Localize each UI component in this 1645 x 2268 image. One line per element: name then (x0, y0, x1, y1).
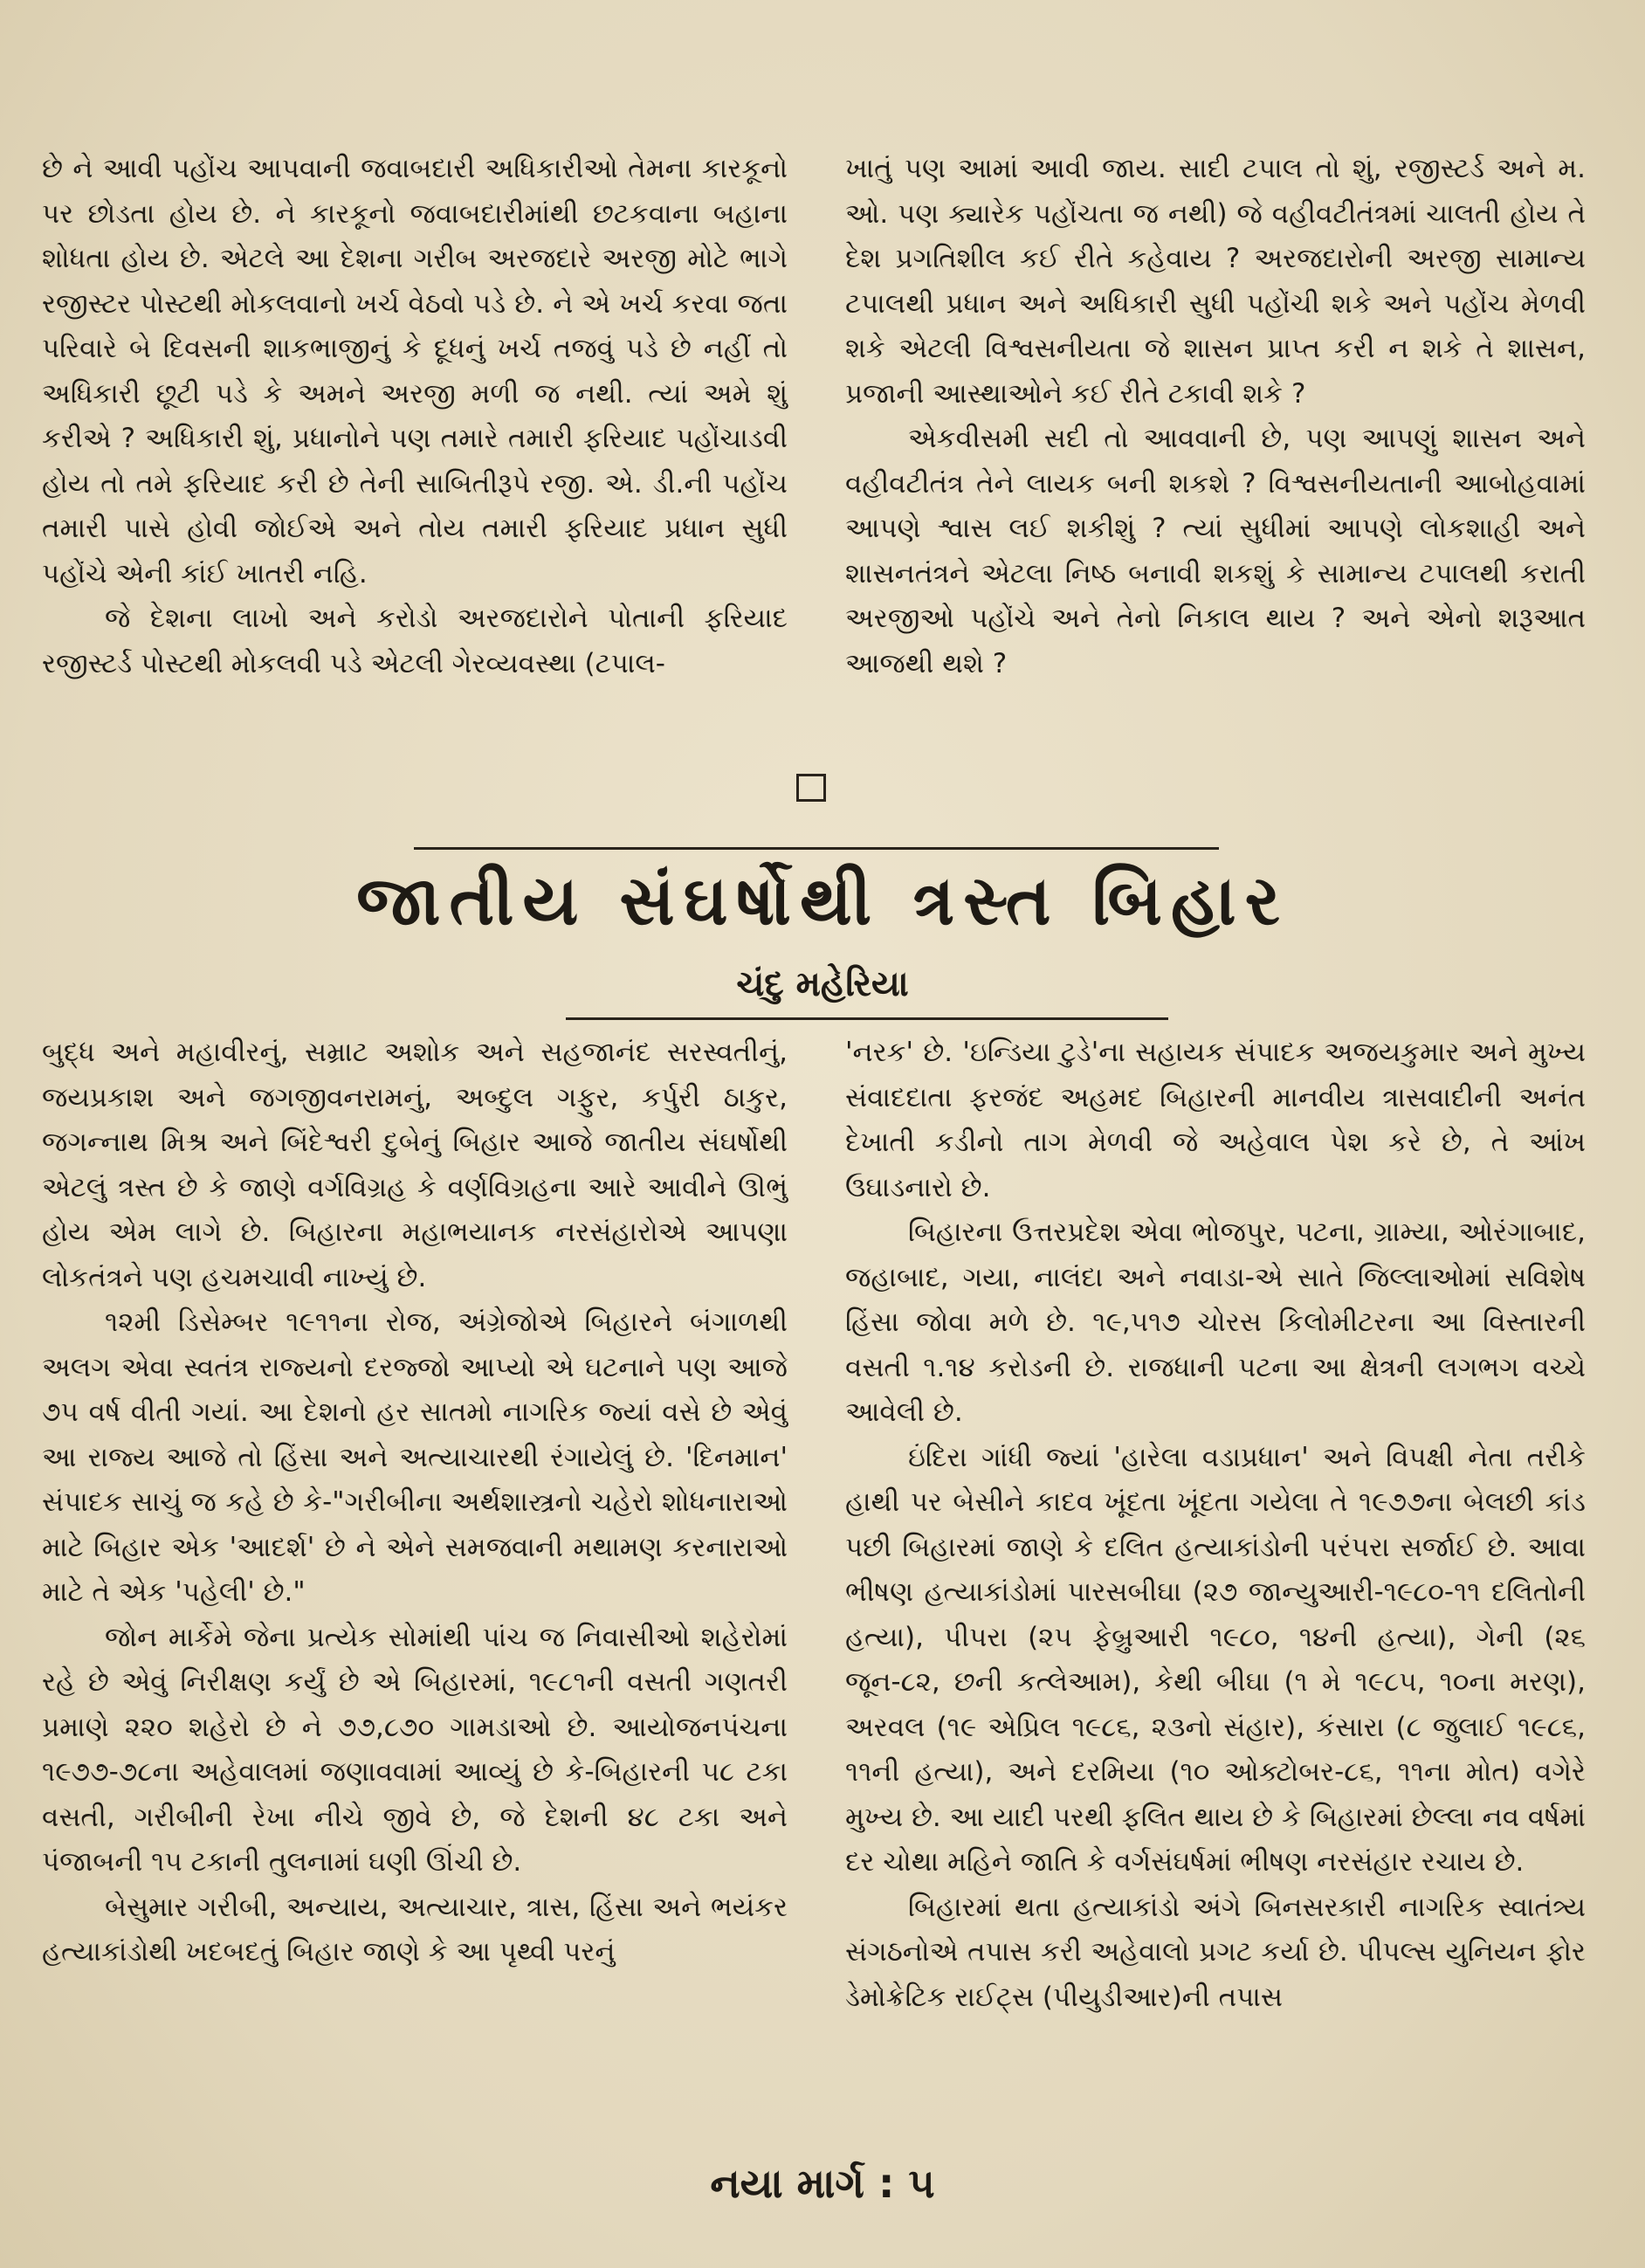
article-author: ચંદુ મહેરિયા (736, 964, 909, 1004)
page-footer: નયા માર્ગ : ૫ (710, 2160, 935, 2207)
paragraph: 'નરક' છે. 'ઇન્ડિયા ટુડે'ના સહાયક સંપાદક અજયકુમાર અને મુખ્ય સંવાદદાતા ફરજંદ અહમદ બિહારની માનવીય ત્રાસવાદીની અનંત દેખાતી કડીનો તાગ મેળવી જે અહેવાલ પેશ કરે છે, તે આંખ ઉઘાડનારો છે. (845, 1037, 1586, 1203)
top-right-column (845, 147, 1586, 686)
top-left-column (42, 147, 788, 686)
paragraph: જે દેશના લાખો અને કરોડો અરજદારોને પોતાની ફરિયાદ રજીસ્ટર્ડ પોસ્ટથી મોકલવી પડે એટલી ગેરવ્યવસ્થા (ટપાલ- (42, 603, 788, 679)
paragraph: જોન માર્કેમે જેના પ્રત્યેક સોમાંથી પાંચ જ નિવાસીઓ શહેરોમાં રહે છે એવું નિરીક્ષણ કર્યું છે એ બિહારમાં, ૧૯૮૧ની વસતી ગણતરી પ્રમાણે ૨૨૦ શહેરો છે ને ૭૭,૮૭૦ ગામડાઓ છે. આયોજનપંચના ૧૯૭૭-૭૮ના અહેવાલમાં જણાવવામાં આવ્યું છે કે-બિહારની ૫૮ ટકા વસતી, ગરીબીની રેખા નીચે જીવે છે, જે દેશની ૪૮ ટકા અને પંજાબની ૧૫ ટકાની તુલનામાં ઘણી ઊંચી છે. (42, 1621, 788, 1878)
paragraph: ઇંદિરા ગાંધી જ્યાં 'હારેલા વડાપ્રધાન' અને વિપક્ષી નેતા તરીકે હાથી પર બેસીને કાદવ ખૂંદતા ખૂંદતા ગયેલા તે ૧૯૭૭ના બેલછી કાંડ પછી બિહારમાં જાણે કે દલિત હત્યાકાંડોની પરંપરા સર્જાઈ છે. આવા ભીષણ હત્યાકાંડોમાં પારસબીઘા (૨૭ જાન્યુઆરી-૧૯૮૦-૧૧ દલિતોની હત્યા), પીપરા (૨૫ ફેબ્રુઆરી ૧૯૮૦, ૧૪ની હત્યા), ગેની (૨૬ જૂન-૮૨, છની કત્લેઆમ), કેથી બીઘા (૧ મે ૧૯૮૫, ૧૦ના મરણ), અરવલ (૧૯ એપ્રિલ ૧૯૮૬, ૨૩નો સંહાર), કંસારા (૮ જુલાઈ ૧૯૮૬, ૧૧ની હત્યા), અને દરમિયા (૧૦ ઓક્ટોબર-૮૬, ૧૧ના મોત) વગેરે મુખ્ય છે. આ યાદી પરથી ફલિત થાય છે કે બિહારમાં છેલ્લા નવ વર્ષમાં દર ચોથા મહિને જાતિ કે વર્ગસંઘર્ષમાં ભીષણ નરસંહાર રચાય છે. (845, 1441, 1586, 1878)
paragraph: એકવીસમી સદી તો આવવાની છે, પણ આપણું શાસન અને વહીવટીતંત્ર તેને લાયક બની શકશે ? વિશ્વસનીયતાની આબોહવામાં આપણે શ્વાસ લઈ શકીશું ? ત્યાં સુધીમાં આપણે લોકશાહી અને શાસનતંત્રને એટલા નિષ્ઠ બનાવી શકશું કે સામાન્ય ટપાલથી કરાતી અરજીઓ પહોંચે અને તેનો નિકાલ થાય ? અને એનો શરૂઆત આજથી થશે ? (845, 423, 1586, 679)
paragraph: બેસુમાર ગરીબી, અન્યાય, અત્યાચાર, ત્રાસ, હિંસા અને ભયંકર હત્યાકાંડોથી ખદબદતું બિહાર જાણે કે આ પૃથ્વી પરનું (42, 1891, 788, 1968)
paragraph: બિહારમાં થતા હત્યાકાંડો અંગે બિનસરકારી નાગરિક સ્વાતંત્ર્ય સંગઠનોએ તપાસ કરી અહેવાલો પ્રગટ કર્યા છે. પીપલ્સ યુનિયન ફોર ડેમોક્રેટિક રાઈટ્સ (પીયુડીઆર)ની તપાસ (845, 1891, 1586, 2013)
article-right-column (845, 1031, 1586, 2020)
paragraph: બિહારના ઉત્તરપ્રદેશ એવા ભોજપુર, પટના, ગ્રામ્યા, ઓરંગાબાદ, જહાબાદ, ગયા, નાલંદા અને નવાડા-એ સાતે જિલ્લાઓમાં સવિશેષ હિંસા જોવા મળે છે. ૧૯,૫૧૭ ચોરસ કિલોમીટરના આ વિસ્તારની વસતી ૧.૧૪ કરોડની છે. રાજધાની પટના આ ક્ષેત્રની લગભગ વચ્ચે આવેલી છે. (845, 1217, 1586, 1428)
paragraph: ૧૨મી ડિસેમ્બર ૧૯૧૧ના રોજ, અંગ્રેજોએ બિહારને બંગાળથી અલગ એવા સ્વતંત્ર રાજ્યનો દરજ્જો આપ્યો એ ઘટનાને પણ આજે ૭૫ વર્ષ વીતી ગયાં. આ દેશનો હર સાતમો નાગરિક જ્યાં વસે છે એવું આ રાજ્ય આજે તો હિંસા અને અત્યાચારથી રંગાયેલું છે. 'દિનમાન' સંપાદક સાચું જ કહે છે કે-"ગરીબીના અર્થશાસ્ત્રનો ચહેરો શોધનારાઓ માટે બિહાર એક 'આદર્શ' છે ને એને સમજવાની મથામણ કરનારાઓ માટે તે એક 'પહેલી' છે." (42, 1306, 788, 1608)
byline-rule (566, 1017, 1168, 1020)
section-separator-box (796, 774, 826, 802)
paragraph: બુદ્ધ અને મહાવીરનું, સમ્રાટ અશોક અને સહજાનંદ સરસ્વતીનું, જયપ્રકાશ અને જગજીવનરામનું, અબ્દુલ ગફુર, કર્પુરી ઠાકુર, જગન્નાથ મિશ્ર અને બિંદેશ્વરી દુબેનું બિહાર આજે જાતીય સંઘર્ષોથી એટલું ત્રસ્ત છે કે જાણે વર્ગવિગ્રહ કે વર્ણવિગ્રહના આરે આવીને ઊભું હોય એમ લાગે છે. બિહારના મહાભયાનક નરસંહારોએ આપણા લોકતંત્રને પણ હચમચાવી નાખ્યું છે. (42, 1037, 788, 1293)
article-left-column (42, 1031, 788, 1975)
paragraph: છે ને આવી પહોંચ આપવાની જવાબદારી અધિકારીઓ તેમના કારકૂનો પર છોડતા હોય છે. ને કારકૂનો જવાબદારીમાંથી છટકવાના બહાના શોધતા હોય છે. એટલે આ દેશના ગરીબ અરજદારે અરજી મોટે ભાગે રજીસ્ટર પોસ્ટથી મોકલવાનો ખર્ચ વેઠવો પડે છે. ને એ ખર્ચ કરવા જતા પરિવારે બે દિવસની શાકભાજીનું કે દૂધનું ખર્ચ તજવું પડે છે નહીં તો અધિકારી છૂટી પડે કે અમને અરજી મળી જ નથી. ત્યાં અમે શું કરીએ ? અધિકારી શું, પ્રધાનોને પણ તમારે તમારી ફરિયાદ પહોંચાડવી હોય તો તમે ફરિયાદ કરી છે તેની સાબિતીરૂપે રજી. એ. ડી.ની પહોંચ તમારી પાસે હોવી જોઈએ અને તોય તમારી ફરિયાદ પ્રધાન સુધી પહોંચે એની કાંઈ ખાતરી નહિ. (42, 153, 788, 589)
paragraph: ખાતું પણ આમાં આવી જાય. સાદી ટપાલ તો શું, રજીસ્ટર્ડ અને મ. ઓ. પણ ક્યારેક પહોંચતા જ નથી) જે વહીવટીતંત્રમાં ચાલતી હોય તે દેશ પ્રગતિશીલ કઈ રીતે કહેવાય ? અરજદારોની અરજી સામાન્ય ટપાલથી પ્રધાન અને અધિકારી સુધી પહોંચી શકે અને પહોંચ મેળવી શકે એટલી વિશ્વસનીયતા જે શાસન પ્રાપ્ત કરી ન શકે તે શાસન, પ્રજાની આસ્થાઓને કઈ રીતે ટકાવી શકે ? (845, 153, 1586, 410)
article-title: જાતીય સંઘર્ષોથી ત્રસ્ત બિહાર (356, 862, 1289, 941)
title-rule-top (414, 847, 1219, 850)
